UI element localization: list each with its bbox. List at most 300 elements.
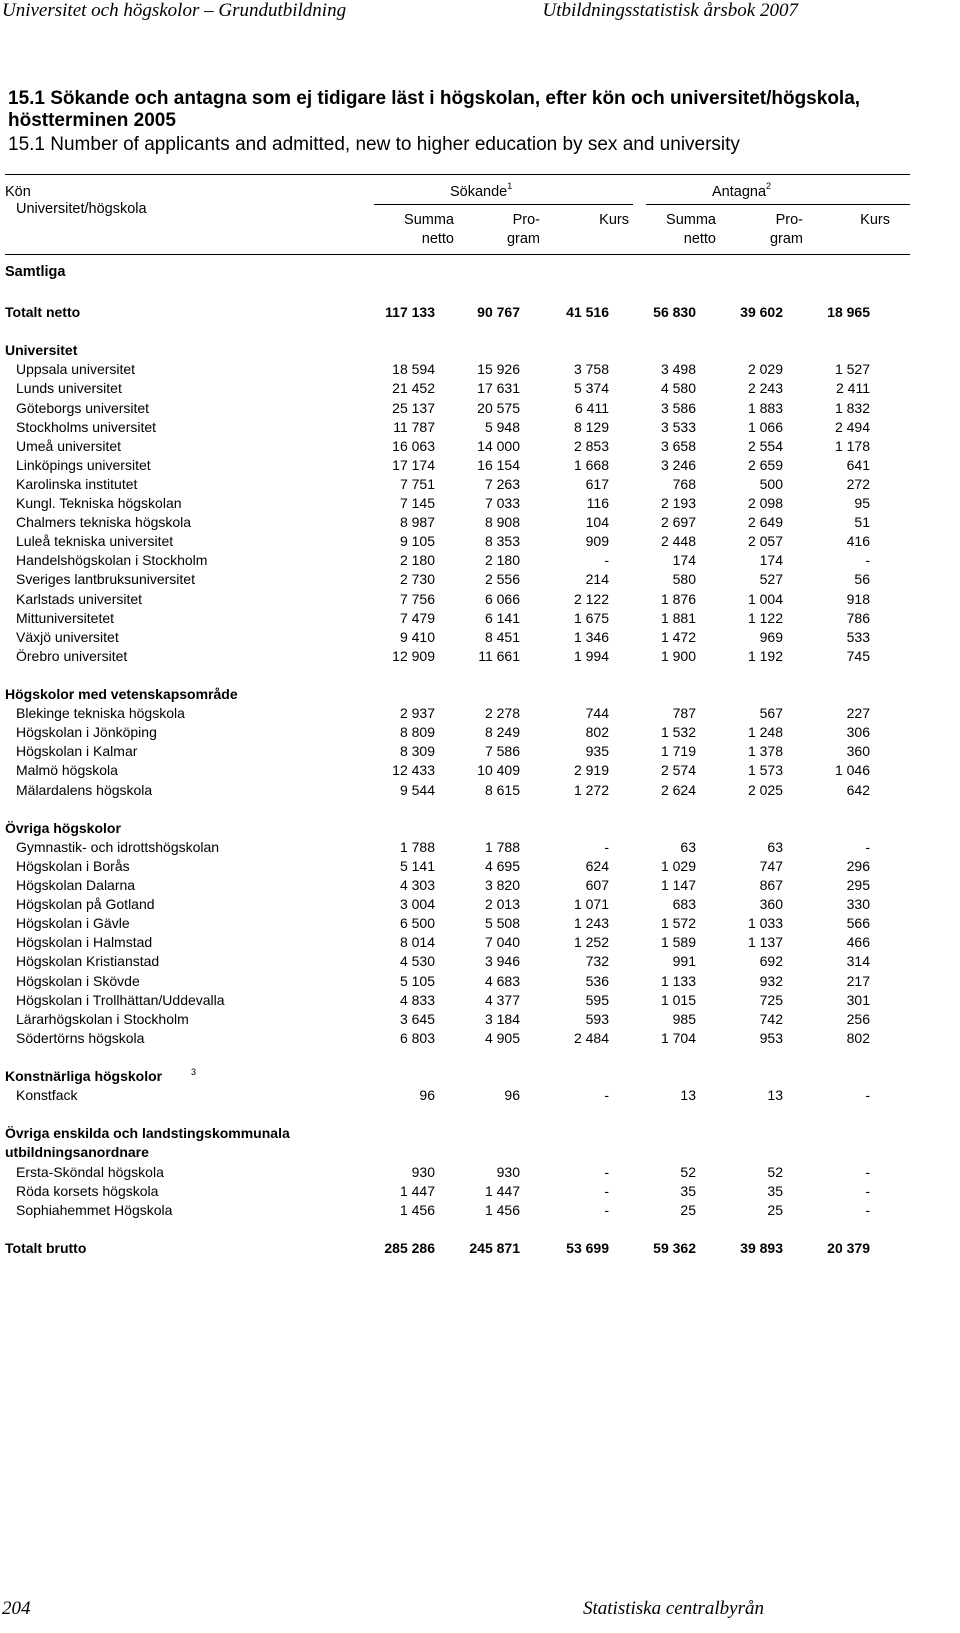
- cell-col-3: 595: [585, 991, 609, 1008]
- cell-col-2: 7 040: [484, 934, 520, 951]
- cell-col-1: 117 133: [385, 304, 435, 320]
- row-label: Högskolan i Trollhättan/Uddevalla: [16, 991, 225, 1008]
- cell-col-1: 3 004: [399, 896, 435, 913]
- row-label: Karolinska institutet: [16, 475, 138, 492]
- running-header-left: Universitet och högskolor – Grundutbildning: [2, 0, 347, 21]
- cell-col-1: 21 452: [392, 380, 435, 397]
- cell-col-5: 500: [759, 475, 783, 492]
- cell-col-4: 1 589: [660, 934, 696, 951]
- cell-col-5: 2 554: [747, 437, 783, 454]
- sokande-footnote: 1: [507, 181, 513, 191]
- cell-col-3: -: [604, 1201, 609, 1218]
- cell-col-3: 593: [585, 1010, 609, 1027]
- cell-col-5: 1 192: [747, 647, 783, 664]
- footnote-marker: 3: [191, 1067, 197, 1077]
- cell-col-4: 3 533: [660, 418, 696, 435]
- cell-col-3: 607: [585, 877, 609, 893]
- row-label: Blekinge tekniska högskola: [16, 705, 185, 722]
- cell-col-2: 3 946: [484, 953, 520, 970]
- cell-col-4: 3 246: [660, 456, 696, 473]
- row-label: Övriga enskilda och landstingskommunala: [5, 1125, 290, 1142]
- table-row: [0, 456, 910, 475]
- cell-col-2: 8 615: [484, 781, 520, 798]
- cell-col-1: 17 174: [392, 456, 435, 473]
- table-row: [0, 895, 910, 914]
- section-heading: [0, 341, 910, 360]
- row-label: Högskolan i Gävle: [16, 915, 130, 932]
- header-pro-2: Pro-: [775, 212, 803, 228]
- cell-col-6: 217: [846, 972, 870, 989]
- cell-col-6: -: [865, 1201, 870, 1218]
- row-label: Södertörns högskola: [16, 1029, 145, 1046]
- cell-col-5: 1 004: [747, 590, 783, 607]
- cell-col-5: 52: [767, 1163, 783, 1180]
- cell-col-1: 9 105: [399, 533, 435, 550]
- header-sokande: [450, 181, 513, 200]
- header-kurs-2: Kurs: [860, 212, 890, 228]
- publisher-name: Statistiska centralbyrån: [583, 1598, 765, 1619]
- cell-col-4: 35: [680, 1182, 696, 1199]
- antagna-footnote: 2: [766, 181, 772, 191]
- cell-col-3: 2 853: [573, 437, 609, 454]
- row-label: Växjö universitet: [16, 628, 119, 645]
- cell-col-4: 174: [672, 552, 696, 569]
- table-row: [0, 857, 910, 876]
- cell-col-1: 5 105: [399, 972, 435, 989]
- table-row: [0, 761, 910, 780]
- cell-col-6: 295: [846, 877, 870, 893]
- cell-col-6: 918: [846, 590, 870, 607]
- cell-col-3: 8 129: [573, 418, 609, 435]
- cell-col-4: 1 719: [660, 743, 696, 760]
- header-gram-2: gram: [769, 231, 803, 247]
- cell-col-5: 953: [759, 1029, 783, 1046]
- cell-col-1: 7 756: [399, 590, 435, 607]
- cell-col-2: 2 180: [484, 552, 520, 569]
- cell-col-4: 2 697: [660, 514, 696, 531]
- cell-col-5: 39 602: [740, 304, 783, 320]
- row-label: Sveriges lantbruksuniversitet: [16, 571, 195, 588]
- running-header: [0, 0, 960, 32]
- cell-col-3: -: [604, 1087, 609, 1104]
- cell-col-3: 3 758: [573, 361, 609, 378]
- cell-col-6: 2 494: [834, 418, 870, 435]
- cell-col-1: 2 180: [399, 552, 435, 569]
- cell-col-2: 15 926: [477, 361, 520, 378]
- section-heading: [0, 1067, 910, 1086]
- row-label: Övriga högskolor: [5, 819, 121, 836]
- row-label: Karlstads universitet: [16, 590, 143, 607]
- title-swedish-line2: höstterminen 2005: [8, 110, 176, 131]
- cell-col-3: -: [604, 1182, 609, 1199]
- cell-col-2: 5 508: [484, 915, 520, 932]
- cell-col-6: 360: [846, 743, 870, 760]
- cell-col-2: 5 948: [484, 418, 520, 435]
- cell-col-6: 786: [846, 609, 870, 626]
- table-row: [0, 723, 910, 742]
- cell-col-3: 909: [585, 533, 609, 550]
- cell-col-3: 1 675: [573, 609, 609, 626]
- row-label: Luleå tekniska universitet: [16, 533, 174, 550]
- cell-col-4: 1 900: [660, 647, 696, 664]
- section-heading: [0, 1143, 910, 1162]
- cell-col-5: 63: [767, 838, 783, 855]
- table-row: [0, 876, 910, 895]
- table-row: [0, 1010, 910, 1029]
- cell-col-3: 1 252: [573, 934, 609, 951]
- cell-col-6: 802: [846, 1029, 870, 1046]
- total-row: [0, 303, 910, 322]
- cell-col-6: 1 527: [834, 361, 870, 378]
- row-label: Malmö högskola: [16, 762, 118, 779]
- cell-col-3: 536: [585, 972, 609, 989]
- cell-col-5: 39 893: [740, 1239, 783, 1256]
- table-title: [8, 88, 958, 156]
- row-label: Högskolan i Kalmar: [16, 743, 138, 760]
- cell-col-1: 930: [411, 1163, 435, 1180]
- cell-col-4: 63: [680, 838, 696, 855]
- cell-col-6: -: [865, 552, 870, 569]
- cell-col-2: 7 033: [484, 495, 520, 511]
- cell-col-4: 56 830: [653, 304, 696, 320]
- cell-col-4: 1 876: [660, 590, 696, 607]
- cell-col-1: 4 530: [399, 953, 435, 970]
- cell-col-4: 1 015: [660, 991, 696, 1008]
- cell-col-5: 742: [759, 1010, 783, 1027]
- header-kurs-1: Kurs: [599, 212, 629, 228]
- row-label: utbildningsanordnare: [5, 1144, 149, 1161]
- cell-col-3: 41 516: [566, 304, 609, 320]
- cell-col-4: 1 572: [660, 915, 696, 932]
- cell-col-5: 932: [759, 972, 783, 989]
- cell-col-6: 314: [846, 953, 870, 970]
- cell-col-6: 227: [846, 705, 870, 722]
- row-label: Högskolan Kristianstad: [16, 953, 160, 970]
- cell-col-3: -: [604, 552, 609, 569]
- section-heading: [0, 1124, 910, 1143]
- cell-col-5: 867: [759, 877, 783, 893]
- cell-col-6: 301: [846, 991, 870, 1008]
- running-header-right: Utbildningsstatistisk årsbok 2007: [542, 0, 798, 21]
- row-label: Högskolan Dalarna: [16, 877, 136, 893]
- cell-col-1: 8 014: [399, 934, 435, 951]
- cell-col-1: 2 730: [399, 571, 435, 588]
- cell-col-6: 95: [854, 495, 870, 511]
- cell-col-3: 53 699: [566, 1239, 609, 1256]
- cell-col-1: 8 987: [399, 514, 435, 531]
- cell-col-6: 416: [846, 533, 870, 550]
- cell-col-1: 1 788: [399, 838, 435, 855]
- table-row: [0, 1086, 910, 1105]
- cell-col-4: 1 881: [660, 609, 696, 626]
- header-gram-1: gram: [506, 231, 540, 247]
- cell-col-2: 14 000: [477, 437, 520, 454]
- cell-col-1: 9 544: [399, 781, 435, 798]
- cell-col-2: 96: [504, 1087, 520, 1104]
- cell-col-4: 1 472: [660, 628, 696, 645]
- cell-col-2: 2 278: [484, 705, 520, 722]
- cell-col-4: 59 362: [653, 1239, 696, 1256]
- cell-col-5: 747: [759, 857, 783, 874]
- cell-col-4: 2 193: [660, 495, 696, 511]
- cell-col-2: 4 377: [484, 991, 520, 1008]
- cell-col-3: 935: [585, 743, 609, 760]
- cell-col-4: 3 586: [660, 399, 696, 416]
- row-label: Konstnärliga högskolor: [5, 1068, 163, 1084]
- cell-col-6: -: [865, 1182, 870, 1199]
- cell-col-1: 285 286: [384, 1239, 435, 1256]
- cell-col-2: 7 586: [484, 743, 520, 760]
- row-label: Chalmers tekniska högskola: [16, 514, 192, 531]
- cell-col-4: 1 029: [660, 857, 696, 874]
- title-english: 15.1 Number of applicants and admitted, new to higher education by sex and university: [8, 134, 740, 155]
- cell-col-4: 1 704: [660, 1029, 696, 1046]
- cell-col-1: 4 833: [399, 991, 435, 1008]
- cell-col-3: -: [604, 1163, 609, 1180]
- cell-col-4: 1 532: [660, 724, 696, 741]
- cell-col-2: 245 871: [469, 1239, 520, 1256]
- table-row: [0, 532, 910, 551]
- cell-col-6: 51: [854, 514, 870, 531]
- cell-col-6: 1 046: [834, 762, 870, 779]
- cell-col-3: 214: [585, 571, 609, 588]
- table-row: [0, 399, 910, 418]
- cell-col-1: 6 803: [399, 1029, 435, 1046]
- cell-col-4: 3 658: [660, 437, 696, 454]
- row-label: Mälardalens högskola: [16, 781, 153, 798]
- cell-col-3: 732: [585, 953, 609, 970]
- section-heading: [0, 819, 910, 838]
- cell-col-3: 744: [585, 705, 609, 722]
- table-row: [0, 914, 910, 933]
- row-label: Konstfack: [16, 1087, 78, 1104]
- cell-col-1: 18 594: [392, 361, 435, 378]
- table-row: [0, 704, 910, 723]
- table-row: [0, 628, 910, 647]
- cell-col-3: 802: [585, 724, 609, 741]
- table-row: [0, 379, 910, 398]
- cell-col-5: 2 098: [747, 495, 783, 511]
- row-label: Gymnastik- och idrottshögskolan: [16, 838, 220, 855]
- table-row: [0, 551, 910, 570]
- header-pro-1: Pro-: [512, 212, 540, 228]
- row-label: Umeå universitet: [16, 437, 122, 454]
- table-row: [0, 1163, 910, 1182]
- cell-col-5: 1 033: [747, 915, 783, 932]
- cell-col-3: 1 071: [573, 896, 609, 913]
- table-row: [0, 590, 910, 609]
- cell-col-6: -: [865, 1163, 870, 1180]
- cell-col-1: 12 433: [392, 762, 435, 779]
- table-row: [0, 418, 910, 437]
- cell-col-1: 6 500: [399, 915, 435, 932]
- cell-col-3: 2 122: [573, 590, 609, 607]
- cell-col-2: 17 631: [477, 380, 520, 397]
- cell-col-1: 7 145: [399, 495, 435, 511]
- row-label: Totalt netto: [5, 304, 81, 320]
- cell-col-3: 1 994: [573, 647, 609, 664]
- table-row: [0, 1029, 910, 1048]
- table-row: [0, 933, 910, 952]
- antagna-subrule: [646, 204, 910, 205]
- row-label: Högskolor med vetenskapsområde: [5, 686, 238, 702]
- cell-col-6: 641: [846, 456, 870, 473]
- header-bottom-rule: [5, 254, 910, 255]
- cell-col-4: 2 448: [660, 533, 696, 550]
- cell-col-3: 5 374: [573, 380, 609, 397]
- header-netto-1: netto: [421, 231, 454, 247]
- cell-col-4: 580: [672, 571, 696, 588]
- cell-col-2: 10 409: [477, 762, 520, 779]
- cell-col-1: 5 141: [399, 857, 435, 874]
- cell-col-3: -: [604, 838, 609, 855]
- cell-col-6: 18 965: [827, 304, 870, 320]
- cell-col-1: 2 937: [399, 705, 435, 722]
- cell-col-2: 3 820: [484, 877, 520, 893]
- cell-col-3: 2 919: [573, 762, 609, 779]
- cell-col-2: 2 556: [484, 571, 520, 588]
- cell-col-5: 725: [759, 991, 783, 1008]
- cell-col-3: 104: [585, 514, 609, 531]
- cell-col-2: 6 141: [484, 609, 520, 626]
- table-row: [0, 1182, 910, 1201]
- cell-col-6: 533: [846, 628, 870, 645]
- cell-col-6: 272: [846, 475, 870, 492]
- row-label: Lunds universitet: [16, 380, 122, 397]
- cell-col-4: 683: [672, 896, 696, 913]
- cell-col-4: 768: [672, 475, 696, 492]
- table-row: [0, 513, 910, 532]
- cell-col-6: -: [865, 838, 870, 855]
- cell-col-2: 1 788: [484, 838, 520, 855]
- cell-col-2: 7 263: [484, 475, 520, 492]
- cell-col-5: 2 659: [747, 456, 783, 473]
- table-row: [0, 991, 910, 1010]
- cell-col-1: 4 303: [399, 877, 435, 893]
- cell-col-3: 1 243: [573, 915, 609, 932]
- cell-col-1: 7 751: [399, 475, 435, 492]
- cell-col-2: 4 905: [484, 1029, 520, 1046]
- header-kon: Kön: [5, 184, 31, 200]
- row-label: Örebro universitet: [16, 647, 128, 664]
- header-summa-1: Summa: [404, 212, 454, 228]
- cell-col-4: 985: [672, 1010, 696, 1027]
- row-label: Mittuniversitetet: [16, 609, 115, 626]
- cell-col-5: 1 066: [747, 418, 783, 435]
- cell-col-5: 35: [767, 1182, 783, 1199]
- row-label: Högskolan i Jönköping: [16, 724, 157, 741]
- cell-col-4: 4 580: [660, 380, 696, 397]
- cell-col-4: 1 147: [660, 877, 696, 893]
- title-swedish-line1: 15.1 Sökande och antagna som ej tidigare läst i högskolan, efter kön och universitet/högskola,: [8, 88, 861, 109]
- cell-col-2: 4 695: [484, 857, 520, 874]
- cell-col-2: 8 451: [484, 628, 520, 645]
- cell-col-1: 12 909: [392, 647, 435, 664]
- cell-col-5: 692: [759, 953, 783, 970]
- header-netto-2: netto: [683, 231, 716, 247]
- cell-col-2: 3 184: [484, 1010, 520, 1027]
- cell-col-5: 1 137: [747, 934, 783, 951]
- cell-col-6: 256: [846, 1010, 870, 1027]
- cell-col-6: 330: [846, 896, 870, 913]
- cell-col-1: 25 137: [392, 399, 435, 416]
- cell-col-4: 991: [672, 953, 696, 970]
- cell-col-1: 8 309: [399, 743, 435, 760]
- table-row: [0, 742, 910, 761]
- cell-col-5: 360: [759, 896, 783, 913]
- cell-col-1: 7 479: [399, 609, 435, 626]
- cell-col-1: 8 809: [399, 724, 435, 741]
- table-row: [0, 494, 910, 513]
- row-label: Högskolan i Borås: [16, 857, 130, 874]
- table-row: [0, 838, 910, 857]
- cell-col-1: 1 456: [399, 1201, 435, 1218]
- cell-col-5: 1 573: [747, 762, 783, 779]
- cell-col-6: 56: [854, 571, 870, 588]
- cell-col-1: 3 645: [399, 1010, 435, 1027]
- cell-col-6: 566: [846, 915, 870, 932]
- row-label: Högskolan på Gotland: [16, 896, 155, 913]
- row-label: Ersta-Sköndal högskola: [16, 1163, 164, 1180]
- cell-col-6: 296: [846, 857, 870, 874]
- page-number: 204: [2, 1598, 31, 1619]
- cell-col-2: 1 456: [484, 1201, 520, 1218]
- cell-col-4: 2 574: [660, 762, 696, 779]
- cell-col-6: 1 832: [834, 399, 870, 416]
- cell-col-4: 2 624: [660, 781, 696, 798]
- cell-col-6: 20 379: [827, 1239, 870, 1256]
- row-label: Universitet: [5, 342, 78, 359]
- row-label: Uppsala universitet: [16, 361, 136, 378]
- header-summa-2: Summa: [666, 212, 716, 228]
- table-row: [0, 475, 910, 494]
- cell-col-2: 1 447: [484, 1182, 520, 1199]
- cell-col-4: 3 498: [660, 361, 696, 378]
- cell-col-4: 25: [680, 1201, 696, 1218]
- table-row: [0, 781, 910, 800]
- cell-col-5: 1 378: [747, 743, 783, 760]
- row-label: Röda korsets högskola: [16, 1182, 159, 1199]
- cell-col-2: 16 154: [477, 456, 520, 473]
- cell-col-2: 8 908: [484, 514, 520, 531]
- row-label: Linköpings universitet: [16, 456, 151, 473]
- sokande-label: Sökande: [450, 184, 508, 200]
- cell-col-5: 2 025: [747, 781, 783, 798]
- cell-col-3: 617: [585, 475, 609, 492]
- row-label: Handelshögskolan i Stockholm: [16, 552, 208, 569]
- cell-col-4: 52: [680, 1163, 696, 1180]
- cell-col-4: 13: [680, 1087, 696, 1104]
- table-row: [0, 647, 910, 666]
- row-label: Göteborgs universitet: [16, 399, 150, 416]
- row-label: Högskolan i Halmstad: [16, 934, 153, 951]
- cell-col-3: 1 668: [573, 456, 609, 473]
- cell-col-5: 25: [767, 1201, 783, 1218]
- cell-col-5: 1 248: [747, 724, 783, 741]
- header-univ: Universitet/högskola: [16, 201, 147, 217]
- table-row: [0, 437, 910, 456]
- cell-col-5: 2 029: [747, 361, 783, 378]
- cell-col-2: 6 066: [484, 590, 520, 607]
- cell-col-5: 13: [767, 1087, 783, 1104]
- cell-col-5: 174: [759, 552, 783, 569]
- table-row: [0, 609, 910, 628]
- table-row: [0, 972, 910, 991]
- cell-col-3: 6 411: [575, 399, 609, 416]
- row-label: Sophiahemmet Högskola: [16, 1201, 173, 1218]
- row-label: Högskolan i Skövde: [16, 972, 140, 989]
- cell-col-5: 1 883: [747, 399, 783, 416]
